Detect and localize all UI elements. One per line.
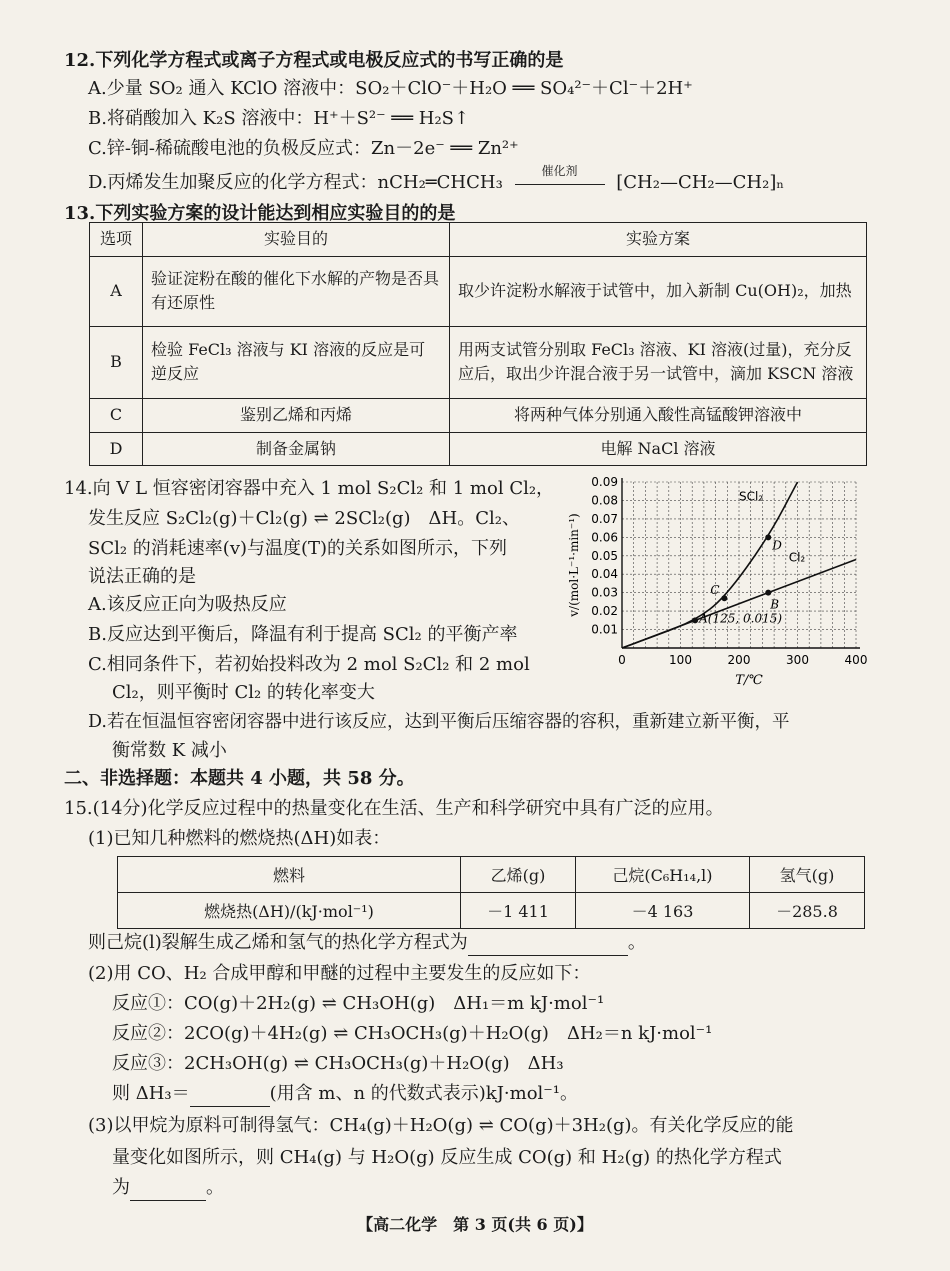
answer-blank[interactable] [130,1177,206,1201]
period: 。 [206,1177,224,1198]
answer-blank[interactable] [190,1083,270,1107]
row-plan: 将两种气体分别通入酸性高锰酸钾溶液中 [450,398,867,432]
chart-labels [567,475,867,688]
q12-option-b: B.将硝酸加入 K₂S 溶液中：H⁺＋S²⁻ ══ H₂S↑ [88,108,470,129]
table-row [90,256,867,326]
reaction-1: 反应①：CO(g)＋2H₂(g) ⇌ CH₃OH(g) ΔH₁＝m kJ·mol⁻¹ [112,993,605,1014]
x-tick-label: 0 [618,653,626,667]
page-footer: 【高二化学 第 3 页(共 6 页)】 [357,1215,593,1234]
y-tick-label: 0.01 [591,622,618,637]
q13-stem: 13.下列实验方案的设计能达到相应实验目的的是 [64,203,456,224]
y-tick-label: 0.07 [591,511,618,526]
q14-option-b: B.反应达到平衡后，降温有利于提高 SCl₂ 的平衡产率 [88,624,518,645]
table-row [118,857,865,893]
q14-line-1: 14.向 V L 恒容密闭容器中充入 1 mol S₂Cl₂ 和 1 mol Cl₂， [64,478,555,499]
q12-d-reactant: D.丙烯发生加聚反应的化学方程式：nCH₂═CHCH₃ [88,172,503,193]
q15-part-3-line-2: 量变化如图所示，则 CH₄(g) 与 H₂O(g) 反应生成 CO(g) 和 H₂(g) 的热化学方程式 [112,1147,782,1168]
table-row [90,432,867,466]
q14-option-a: A.该反应正向为吸热反应 [88,594,287,615]
rate-temperature-chart [560,470,880,692]
x-tick-label: 200 [727,653,751,667]
reaction-3: 反应③：2CH₃OH(g) ⇌ CH₃OCH₃(g)＋H₂O(g) ΔH₃ [112,1053,564,1074]
reaction-2: 反应②：2CO(g)＋4H₂(g) ⇌ CH₃OCH₃(g)＋H₂O(g) ΔH₂＝n kJ·mol⁻¹ [112,1023,713,1044]
th-ethylene: 乙烯(g) [461,857,576,893]
y-tick-label: 0.06 [591,530,618,545]
th-fuel: 燃料 [118,857,461,893]
row-option: C [90,398,143,432]
y-tick-label: 0.02 [591,604,618,619]
q14-option-c-2: Cl₂，则平衡时 Cl₂ 的转化率变大 [112,682,375,703]
q14-line-3: SCl₂ 的消耗速率(v)与温度(T)的关系如图所示，下列 [88,538,508,559]
question-text: 则 ΔH₃＝ [112,1083,190,1104]
x-tick-label: 300 [786,653,809,667]
section-2-title: 二、非选择题：本题共 4 小题，共 58 分。 [64,768,415,789]
q14-line-2: 发生反应 S₂Cl₂(g)＋Cl₂(g) ⇌ 2SCl₂(g) ΔH。Cl₂、 [88,508,520,529]
catalyst-arrow [515,163,605,185]
catalyst-label: 催化剂 [541,163,578,178]
row-purpose: 检验 FeCl₃ 溶液与 KI 溶液的反应是可逆反应 [143,326,450,398]
row-option: A [90,256,143,326]
th-hydrogen: 氢气(g) [749,857,864,893]
value-ethylene: －1 411 [461,893,576,929]
row-purpose: 鉴别乙烯和丙烯 [143,398,450,432]
q12-option-c: C.锌-铜-稀硫酸电池的负极反应式：Zn－2e⁻ ══ Zn²⁺ [88,138,519,159]
y-tick-label: 0.05 [591,548,618,563]
q15-part-1-question [88,932,646,956]
q14-option-c-1: C.相同条件下，若初始投料改为 2 mol S₂Cl₂ 和 2 mol [88,654,530,675]
q12-stem: 12.下列化学方程式或离子方程式或电极反应式的书写正确的是 [64,50,564,71]
data-point [765,534,771,540]
combustion-heat-table [117,856,865,929]
answer-blank[interactable] [468,932,628,956]
point-label: A(125, 0.015) [699,611,783,626]
row-purpose: 制备金属钠 [143,432,450,466]
y-tick-label: 0.04 [591,567,618,582]
th-purpose: 实验目的 [143,223,450,257]
table-row [118,893,865,929]
th-option: 选项 [90,223,143,257]
q15-part-3-line-1: (3)以甲烷为原料可制得氢气：CH₄(g)＋H₂O(g) ⇌ CO(g)＋3H₂(g)。有关化学反应的能 [88,1115,794,1136]
row-label: 燃烧热(ΔH)/(kJ·mol⁻¹) [118,893,461,929]
q14-option-d-2: 衡常数 K 减小 [112,740,227,761]
q15-part-2-question [112,1083,578,1107]
q15-part-2: (2)用 CO、H₂ 合成甲醇和甲醚的过程中主要发生的反应如下： [88,963,591,984]
row-plan: 用两支试管分别取 FeCl₃ 溶液、KI 溶液(过量)，充分反应后，取出少许混合液于另一试管中，滴加 KSCN 溶液 [450,326,867,398]
x-tick-label: 400 [844,653,868,667]
q15-part-3-line-3 [112,1177,224,1201]
data-point [692,617,698,623]
row-plan: 电解 NaCl 溶液 [450,432,867,466]
q12-d-product: [CH₂—CH₂—CH₂]ₙ [616,172,785,193]
q15-stem: 15.(14分)化学反应过程中的热量变化在生活、生产和科学研究中具有广泛的应用。 [64,798,724,819]
experiment-table [89,222,867,466]
q12-option-a: A.少量 SO₂ 通入 KClO 溶液中：SO₂＋ClO⁻＋H₂O ══ SO₄²⁻＋Cl⁻＋2H⁺ [88,78,693,99]
q15-part-1: (1)已知几种燃料的燃烧热(ΔH)如表： [88,828,391,849]
row-option: D [90,432,143,466]
q12-option-d [88,163,785,195]
question-text: (用含 m、n 的代数式表示)kJ·mol⁻¹。 [269,1083,579,1104]
y-tick-label: 0.03 [591,585,618,600]
y-axis-label: v/(mol·L⁻¹·min⁻¹) [567,513,581,617]
row-plan: 取少许淀粉水解液于试管中，加入新制 Cu(OH)₂，加热 [450,256,867,326]
x-tick-label: 100 [669,653,692,667]
question-text: 为 [112,1177,130,1198]
question-text: 则己烷(l)裂解生成乙烯和氢气的热化学方程式为 [88,932,468,953]
y-tick-label: 0.08 [591,493,618,508]
q14-line-4: 说法正确的是 [88,566,196,587]
point-label: B [770,597,780,612]
point-label: D [772,538,782,553]
th-hexane: 己烷(C₆H₁₄,l) [576,857,750,893]
series-label: SCl₂ [739,489,764,504]
table-row [90,326,867,398]
table-row [90,398,867,432]
row-option: B [90,326,143,398]
th-plan: 实验方案 [450,223,867,257]
data-point [721,595,727,601]
series-label: Cl₂ [788,550,806,565]
point-label: C [710,583,720,598]
period: 。 [627,932,646,953]
row-purpose: 验证淀粉在酸的催化下水解的产物是否具有还原性 [143,256,450,326]
x-axis-label: T/℃ [735,673,763,688]
y-tick-label: 0.09 [591,475,618,489]
q14-option-d-1: D.若在恒温恒容密闭容器中进行该反应，达到平衡后压缩容器的容积，重新建立新平衡，平 [88,712,790,732]
value-hydrogen: －285.8 [749,893,864,929]
data-point [765,590,771,596]
value-hexane: －4 163 [576,893,750,929]
